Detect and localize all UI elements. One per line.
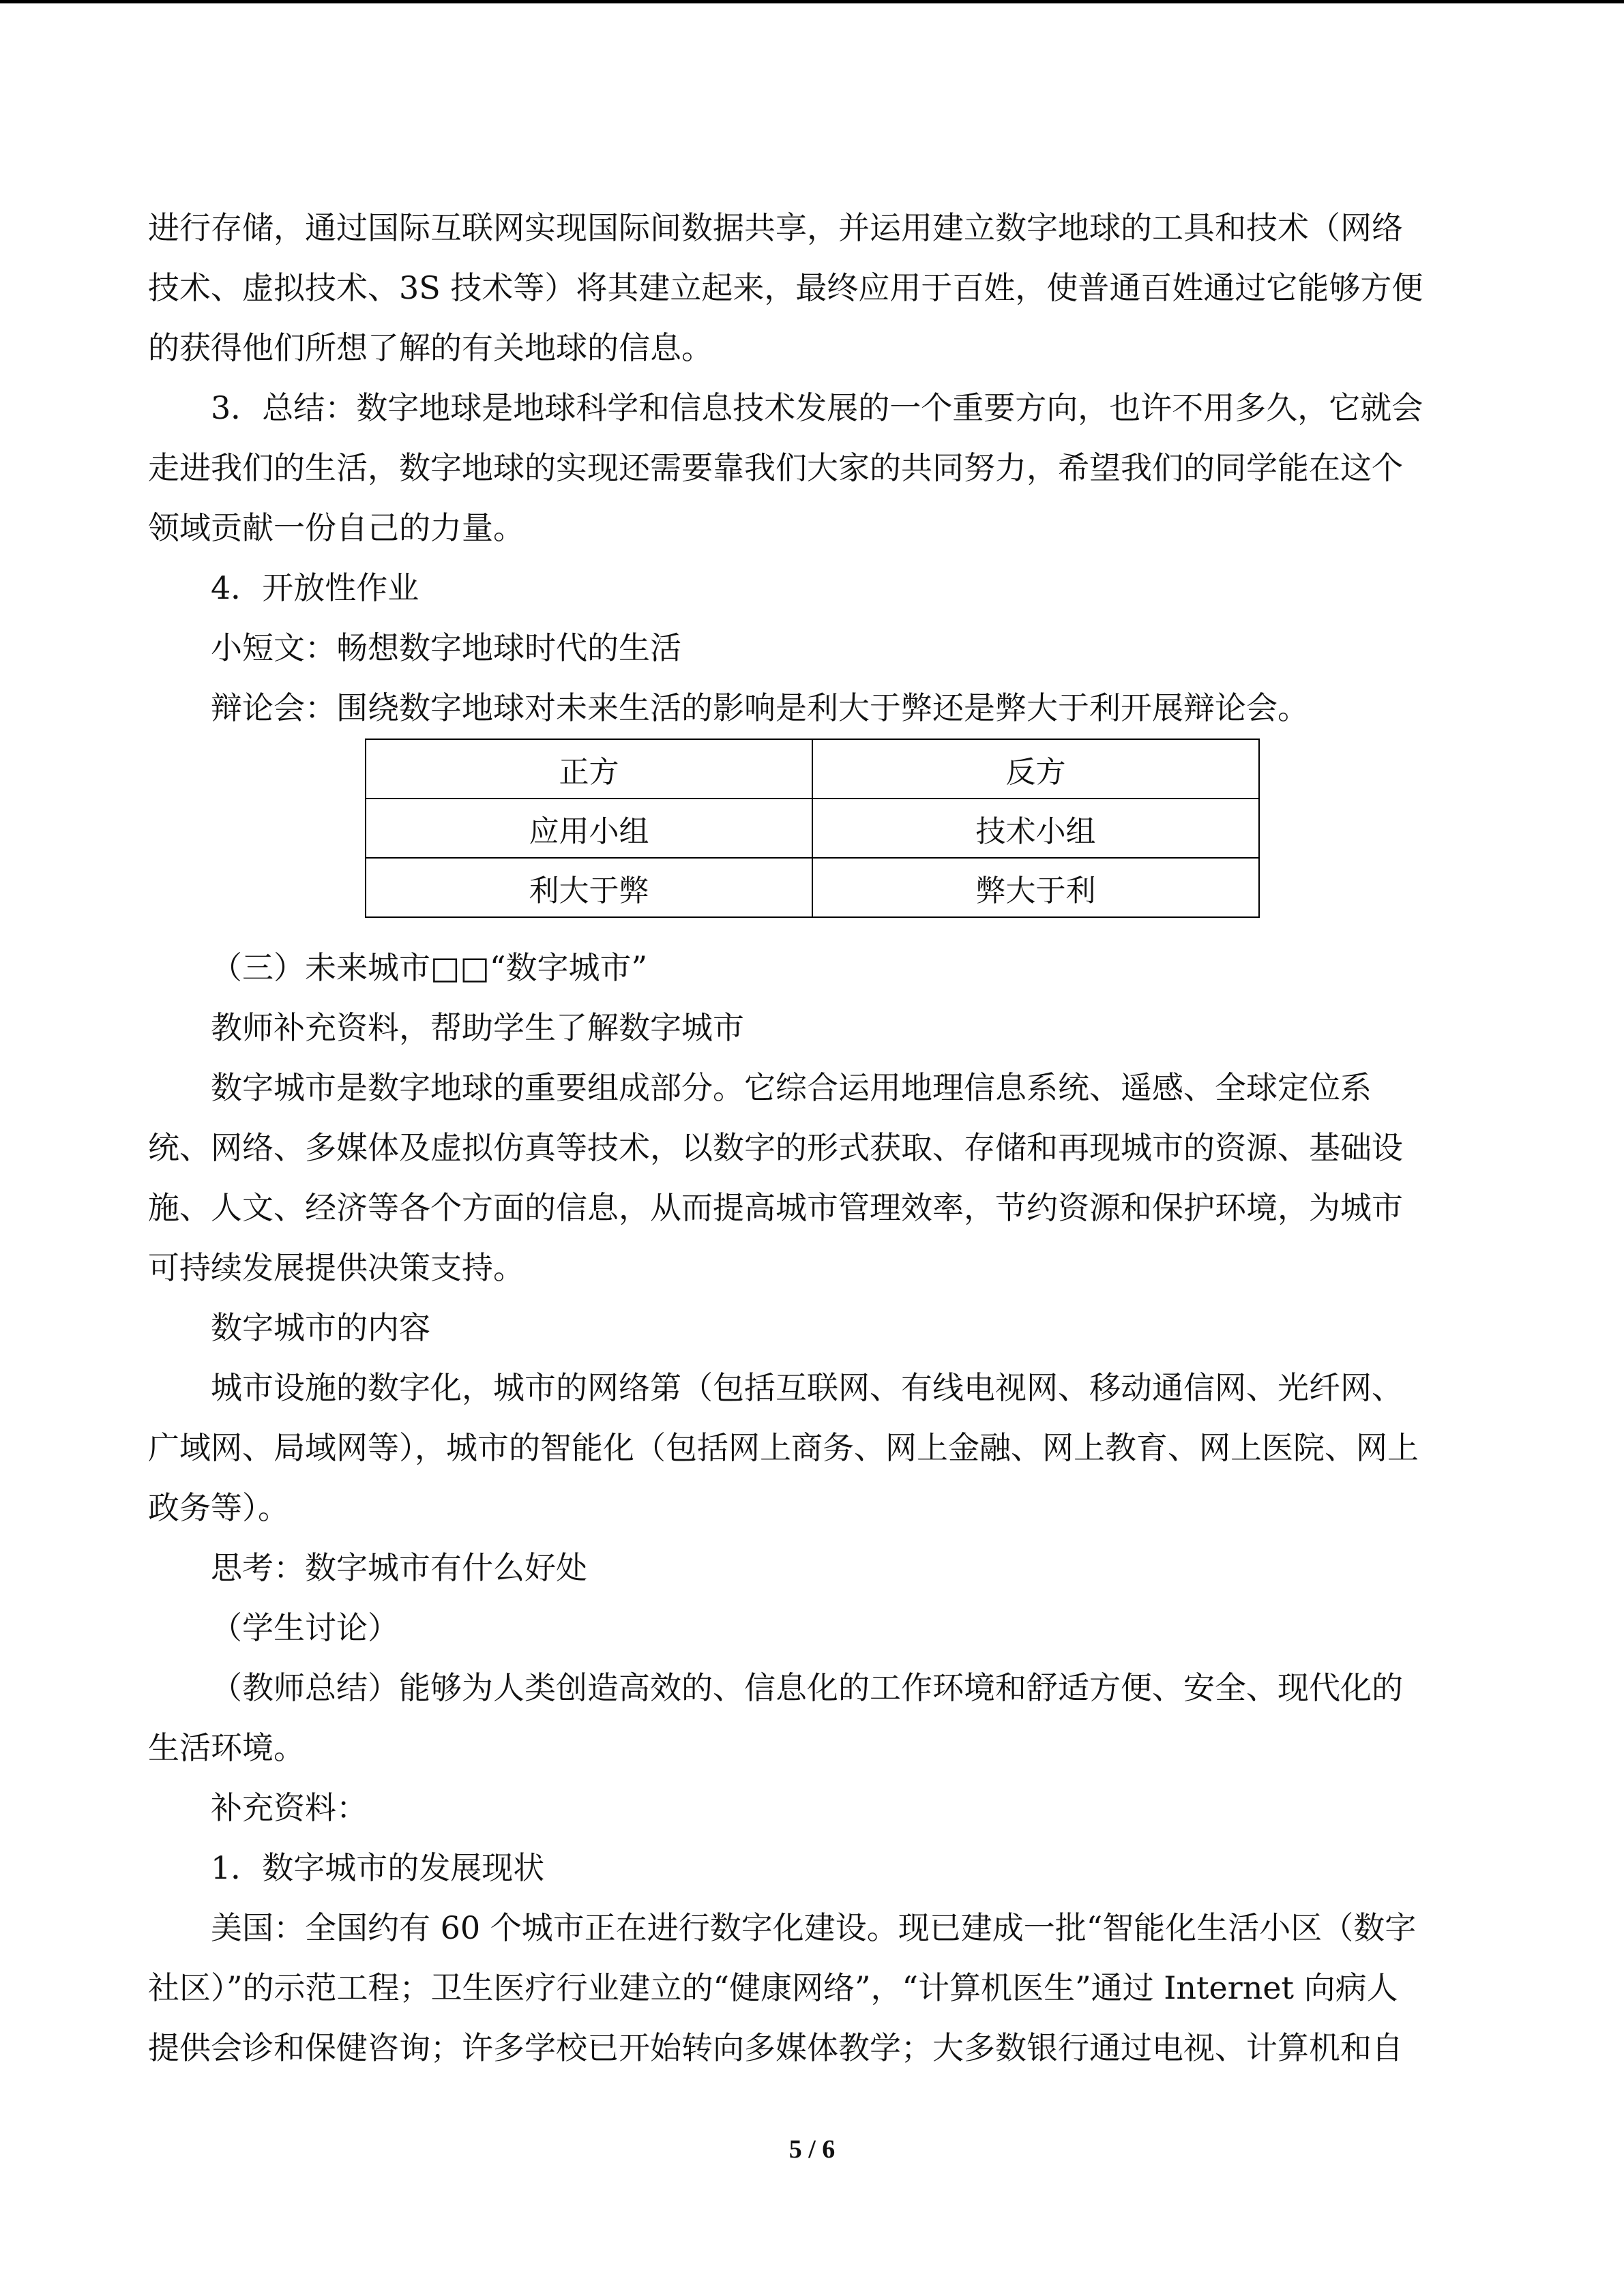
debate-table (365, 739, 1260, 918)
section-heading: （三）未来城市□□“数字城市” (211, 949, 647, 986)
paragraph-line: 数字城市是数字地球的重要组成部分。它综合运用地理信息系统、遥感、全球定位系 (211, 1069, 1372, 1106)
paragraph-line: 进行存储，通过国际互联网实现国际间数据共享，并运用建立数字地球的工具和技术（网络 (148, 209, 1403, 246)
paragraph-line: （教师总结）能够为人类创造高效的、信息化的工作环境和舒适方便、安全、现代化的 (211, 1669, 1403, 1706)
paragraph-line: 技术、虚拟技术、3S 技术等）将其建立起来，最终应用于百姓，使普通百姓通过它能够方便 (148, 269, 1423, 306)
paragraph-line: 政务等）。 (148, 1489, 289, 1526)
paragraph-line: 提供会诊和保健咨询；许多学校已开始转向多媒体教学；大多数银行通过电视、计算机和自 (148, 2029, 1403, 2066)
paragraph-line: 统、网络、多媒体及虚拟仿真等技术，以数字的形式获取、存储和再现城市的资源、基础设 (148, 1129, 1403, 1166)
section-heading: 1．数字城市的发展现状 (211, 1849, 545, 1886)
table-row (366, 799, 1259, 858)
paragraph-line: 可持续发展提供决策支持。 (148, 1249, 525, 1286)
paragraph-line: 3．总结：数字地球是地球科学和信息技术发展的一个重要方向，也许不用多久，它就会 (211, 389, 1423, 426)
table-cell: 技术小组 (812, 799, 1259, 858)
paragraph-line: 城市设施的数字化，城市的网络第（包括互联网、有线电视网、移动通信网、光纤网、 (211, 1369, 1403, 1406)
paragraph-line: （学生讨论） (211, 1609, 399, 1646)
table-cell: 利大于弊 (366, 858, 812, 917)
page-top-border (0, 0, 1624, 3)
paragraph-line: 生活环境。 (148, 1729, 305, 1766)
body-text-bottom (148, 938, 1475, 2078)
paragraph-line: 领域贡献一份自己的力量。 (148, 509, 525, 546)
table-cell: 弊大于利 (812, 858, 1259, 917)
section-heading: 数字城市的内容 (211, 1309, 430, 1346)
body-text-top (148, 198, 1475, 738)
section-heading: 4．开放性作业 (211, 569, 419, 606)
paragraph-line: 社区）”的示范工程；卫生医疗行业建立的“健康网络”，“计算机医生”通过 Internet 向病人 (148, 1969, 1398, 2006)
paragraph-line: 走进我们的生活，数字地球的实现还需要靠我们大家的共同努力，希望我们的同学能在这个 (148, 449, 1403, 486)
table-header-cell: 反方 (812, 739, 1259, 799)
table-row (366, 858, 1259, 917)
paragraph-line: 的获得他们所想了解的有关地球的信息。 (148, 329, 713, 366)
paragraph-line: 思考：数字城市有什么好处 (211, 1549, 587, 1586)
paragraph-line: 教师补充资料，帮助学生了解数字城市 (211, 1009, 744, 1046)
paragraph-line: 补充资料： (211, 1789, 368, 1826)
paragraph-line: 小短文：畅想数字地球时代的生活 (211, 629, 681, 666)
paragraph-line: 施、人文、经济等各个方面的信息，从而提高城市管理效率，节约资源和保护环境，为城市 (148, 1189, 1403, 1226)
table-header-cell: 正方 (366, 739, 812, 799)
table-cell: 应用小组 (366, 799, 812, 858)
table-row (366, 739, 1259, 799)
paragraph-line: 广域网、局域网等），城市的智能化（包括网上商务、网上金融、网上教育、网上医院、网上 (148, 1429, 1419, 1466)
paragraph-line: 美国：全国约有 60 个城市正在进行数字化建设。现已建成一批“智能化生活小区（数字 (211, 1909, 1417, 1946)
page-number: 5 / 6 (788, 2135, 836, 2164)
paragraph-line: 辩论会：围绕数字地球对未来生活的影响是利大于弊还是弊大于利开展辩论会。 (211, 689, 1309, 726)
